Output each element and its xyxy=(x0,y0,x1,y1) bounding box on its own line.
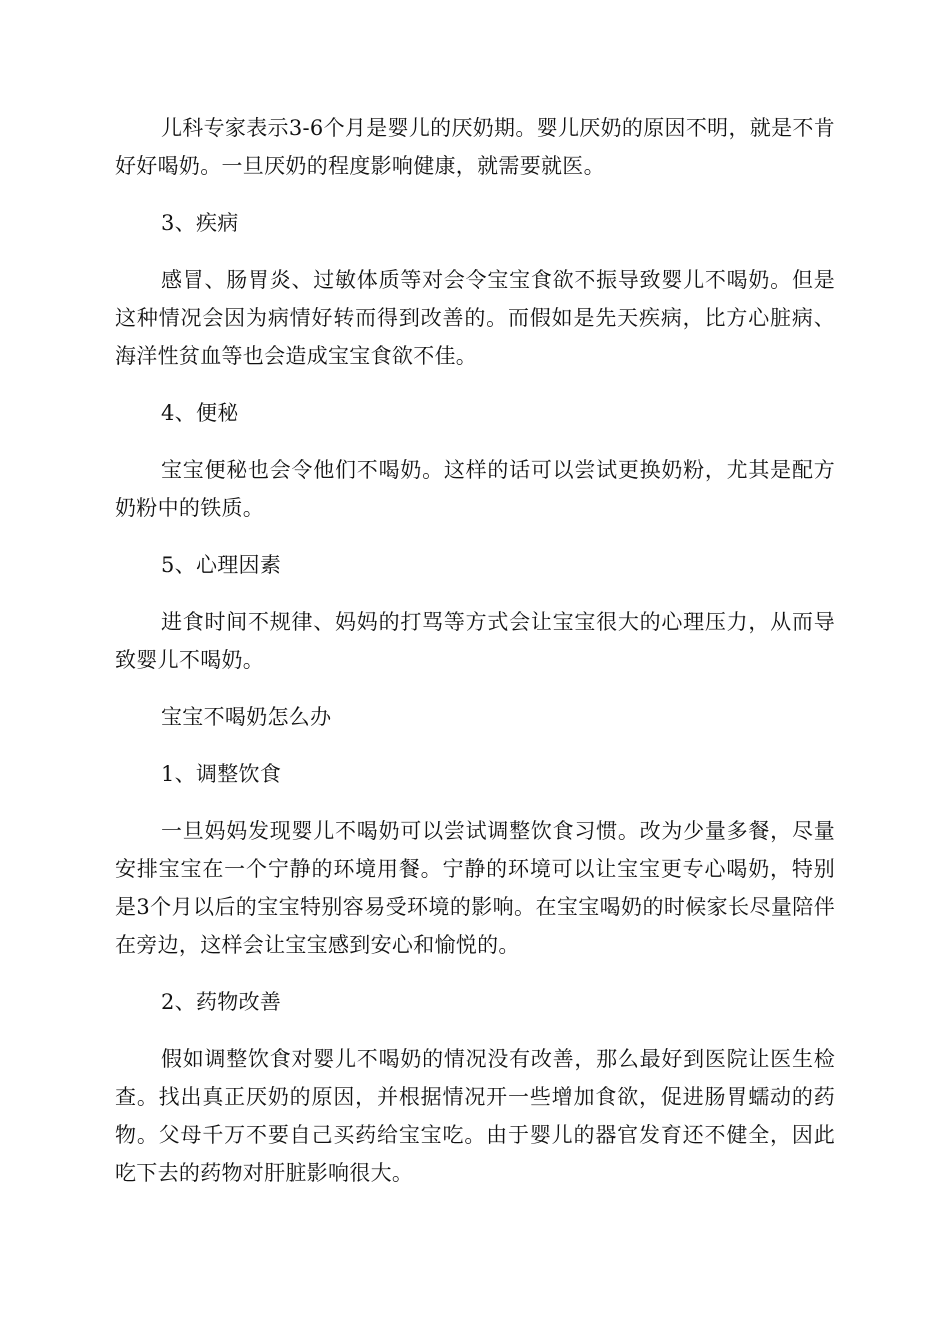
para-medication: 假如调整饮食对婴儿不喝奶的情况没有改善，那么最好到医院让医生检查。找出真正厌奶的原因，并根据情况开一些增加食欲，促进肠胃蠕动的药物。父母千万不要自己买药给宝宝吃。由于婴儿的器官发育还不健全，因此吃下去的药物对肝脏影响很大。 xyxy=(115,1047,835,1185)
para-disease: 感冒、肠胃炎、过敏体质等对会令宝宝食欲不振导致婴儿不喝奶。但是这种情况会因为病情好转而得到改善的。而假如是先天疾病，比方心脏病、海洋性贫血等也会造成宝宝食欲不佳。 xyxy=(115,268,835,368)
para-anorexia-period: 儿科专家表示3-6个月是婴儿的厌奶期。婴儿厌奶的原因不明，就是不肯好好喝奶。一旦厌奶的程度影响健康，就需要就医。 xyxy=(115,116,835,178)
heading-medication: 2、药物改善 xyxy=(161,990,282,1014)
heading-disease: 3、疾病 xyxy=(161,211,239,235)
document-body xyxy=(115,109,835,1211)
para-adjust-diet: 一旦妈妈发现婴儿不喝奶可以尝试调整饮食习惯。改为少量多餐，尽量安排宝宝在一个宁静的环境用餐。宁静的环境可以让宝宝更专心喝奶，特别是3个月以后的宝宝特别容易受环境的影响。在宝宝喝奶的时候家长尽量陪伴在旁边，这样会让宝宝感到安心和愉悦的。 xyxy=(115,819,835,957)
heading-adjust-diet: 1、调整饮食 xyxy=(161,762,282,786)
heading-constipation: 4、便秘 xyxy=(161,401,239,425)
heading-what-to-do: 宝宝不喝奶怎么办 xyxy=(161,705,332,729)
para-psychological: 进食时间不规律、妈妈的打骂等方式会让宝宝很大的心理压力，从而导致婴儿不喝奶。 xyxy=(115,610,835,672)
para-constipation: 宝宝便秘也会令他们不喝奶。这样的话可以尝试更换奶粉，尤其是配方奶粉中的铁质。 xyxy=(115,458,835,520)
heading-psychological: 5、心理因素 xyxy=(161,553,282,577)
